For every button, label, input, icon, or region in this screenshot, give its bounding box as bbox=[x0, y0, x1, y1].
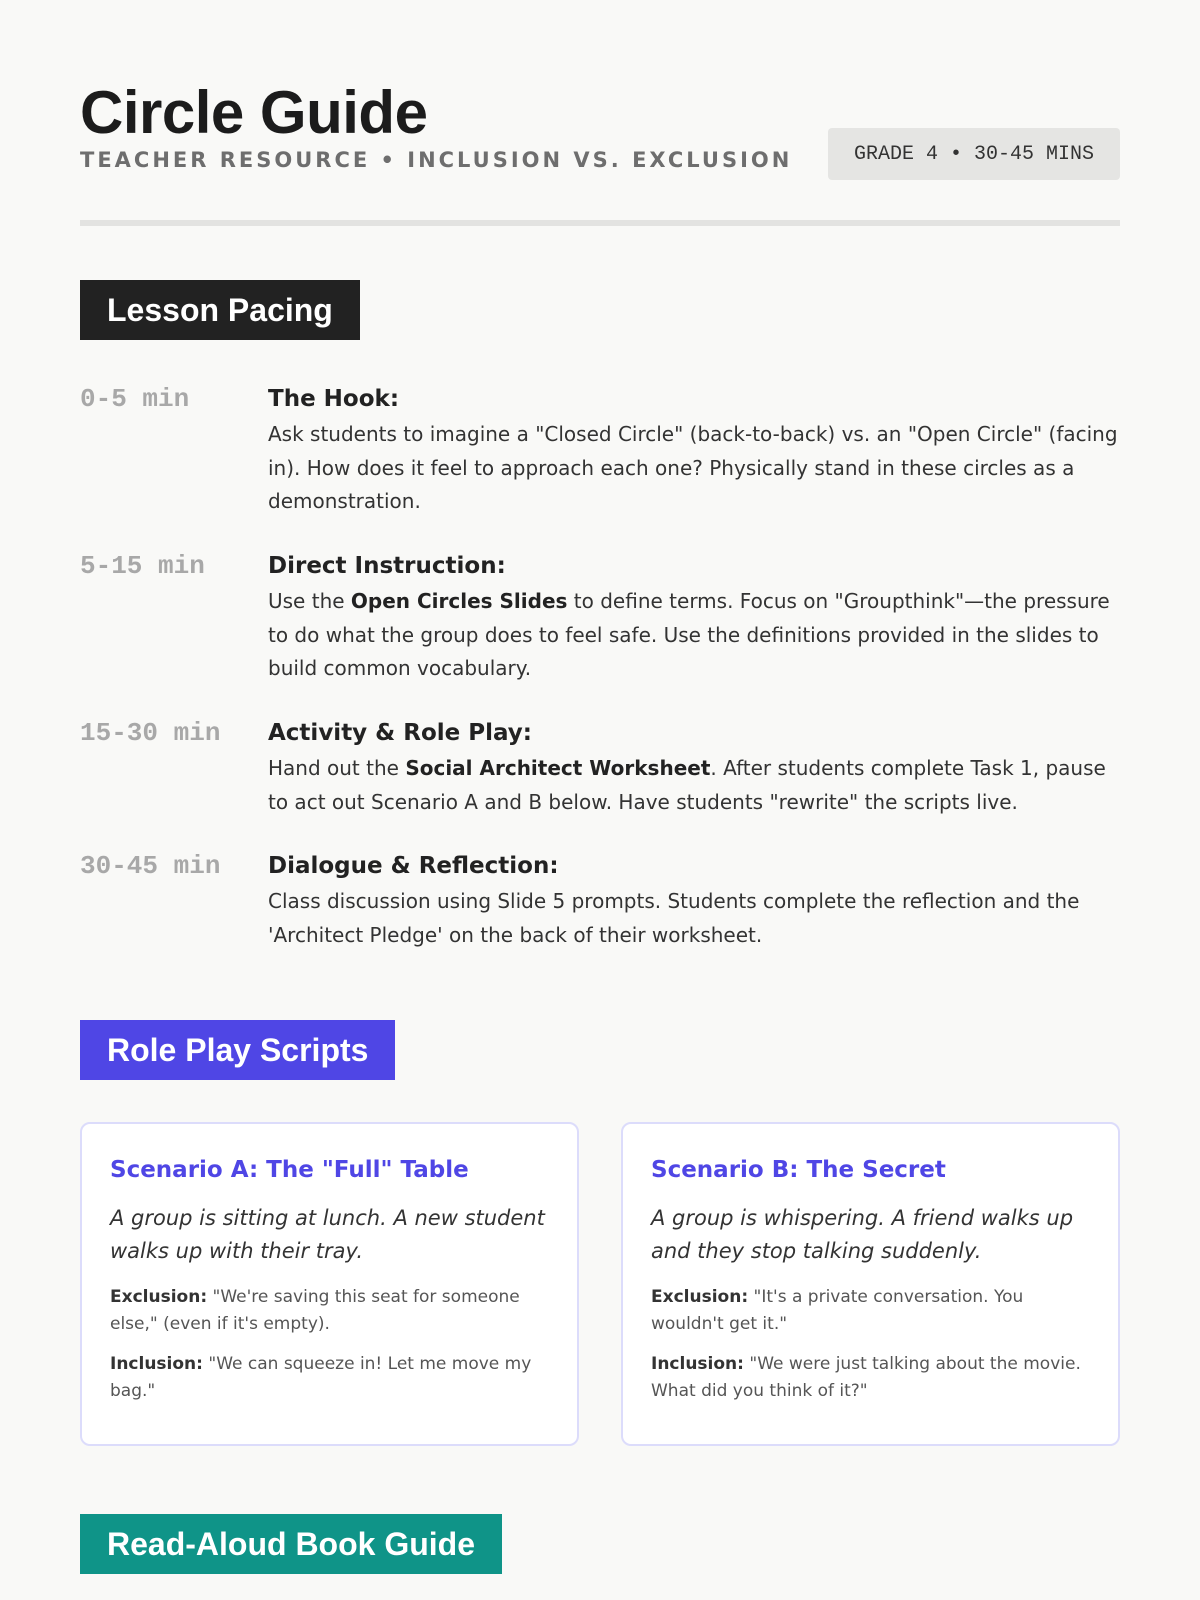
pacing-text bbox=[268, 585, 1120, 686]
pacing-text: Ask students to imagine a "Closed Circle" (back-to-back) vs. an "Open Circle" (facing in). How does it feel to approach each one? Physically stand in these circles as a demonstration. bbox=[268, 422, 1118, 513]
scenario-title: Scenario A: The "Full" Table bbox=[110, 1157, 469, 1183]
inclusion-line bbox=[110, 1351, 549, 1404]
pacing-heading: Activity & Role Play: bbox=[268, 720, 532, 746]
page-header bbox=[80, 78, 1120, 228]
exclusion-line bbox=[651, 1284, 1090, 1337]
pacing-text-before: Hand out the bbox=[268, 756, 406, 780]
pacing-text: Class discussion using Slide 5 prompts. Students complete the reflection and the 'Architect Pledge' on the back of their worksheet. bbox=[268, 889, 1080, 947]
inclusion-text: "We can squeeze in! Let me move my bag." bbox=[110, 1354, 532, 1401]
page-title: Circle Guide bbox=[80, 79, 428, 146]
pacing-heading: The Hook: bbox=[268, 386, 400, 412]
header-divider bbox=[80, 220, 1120, 226]
pacing-text bbox=[268, 752, 1120, 819]
pacing-text-before: Use the bbox=[268, 589, 351, 613]
pacing-body bbox=[268, 849, 1120, 952]
page-subtitle: TEACHER RESOURCE • INCLUSION VS. EXCLUSION bbox=[80, 148, 793, 172]
inclusion-label: Inclusion: bbox=[110, 1354, 203, 1374]
inclusion-label: Inclusion: bbox=[651, 1354, 744, 1374]
pacing-text-after: to define terms. Focus on "Groupthink"—the pressure to do what the group does to feel safe. Use the definitions provided in the slides to build common vocabulary. bbox=[268, 589, 1110, 680]
pacing-time: 30-45 min bbox=[80, 851, 221, 881]
pacing-time: 5-15 min bbox=[80, 551, 205, 581]
pacing-heading: Direct Instruction: bbox=[268, 553, 506, 579]
pacing-time: 15-30 min bbox=[80, 718, 221, 748]
read-aloud-book-guide-heading: Read-Aloud Book Guide bbox=[80, 1514, 502, 1574]
pacing-body bbox=[268, 549, 1120, 686]
exclusion-label: Exclusion: bbox=[651, 1287, 749, 1307]
scenario-card-a bbox=[80, 1122, 579, 1446]
pacing-time: 0-5 min bbox=[80, 384, 190, 414]
exclusion-line bbox=[110, 1284, 549, 1337]
inclusion-line bbox=[651, 1351, 1090, 1404]
pacing-heading: Dialogue & Reflection: bbox=[268, 853, 559, 879]
slides-resource-name: Open Circles Slides bbox=[350, 589, 568, 613]
scenario-card-b bbox=[621, 1122, 1120, 1446]
scenario-setup: A group is sitting at lunch. A new student walks up with their tray. bbox=[110, 1206, 545, 1263]
pacing-text-after: . After students complete Task 1, pause to act out Scenario A and B below. Have students "rewrite" the scripts live. bbox=[268, 756, 1106, 814]
scenario-setup: A group is whispering. A friend walks up and they stop talking suddenly. bbox=[651, 1206, 1074, 1263]
scenario-title: Scenario B: The Secret bbox=[651, 1157, 946, 1183]
lesson-pacing-heading: Lesson Pacing bbox=[80, 280, 360, 340]
pacing-body bbox=[268, 382, 1120, 519]
grade-badge: GRADE 4 • 30-45 MINS bbox=[828, 128, 1120, 180]
inclusion-text: "We were just talking about the movie. What did you think of it?" bbox=[651, 1354, 1081, 1401]
role-play-scripts-heading: Role Play Scripts bbox=[80, 1020, 395, 1080]
exclusion-text: "We're saving this seat for someone else," (even if it's empty). bbox=[110, 1287, 520, 1334]
exclusion-label: Exclusion: bbox=[110, 1287, 208, 1307]
pacing-body bbox=[268, 716, 1120, 819]
exclusion-text: "It's a private conversation. You wouldn't get it." bbox=[651, 1287, 1024, 1334]
worksheet-resource-name: Social Architect Worksheet bbox=[405, 756, 711, 780]
